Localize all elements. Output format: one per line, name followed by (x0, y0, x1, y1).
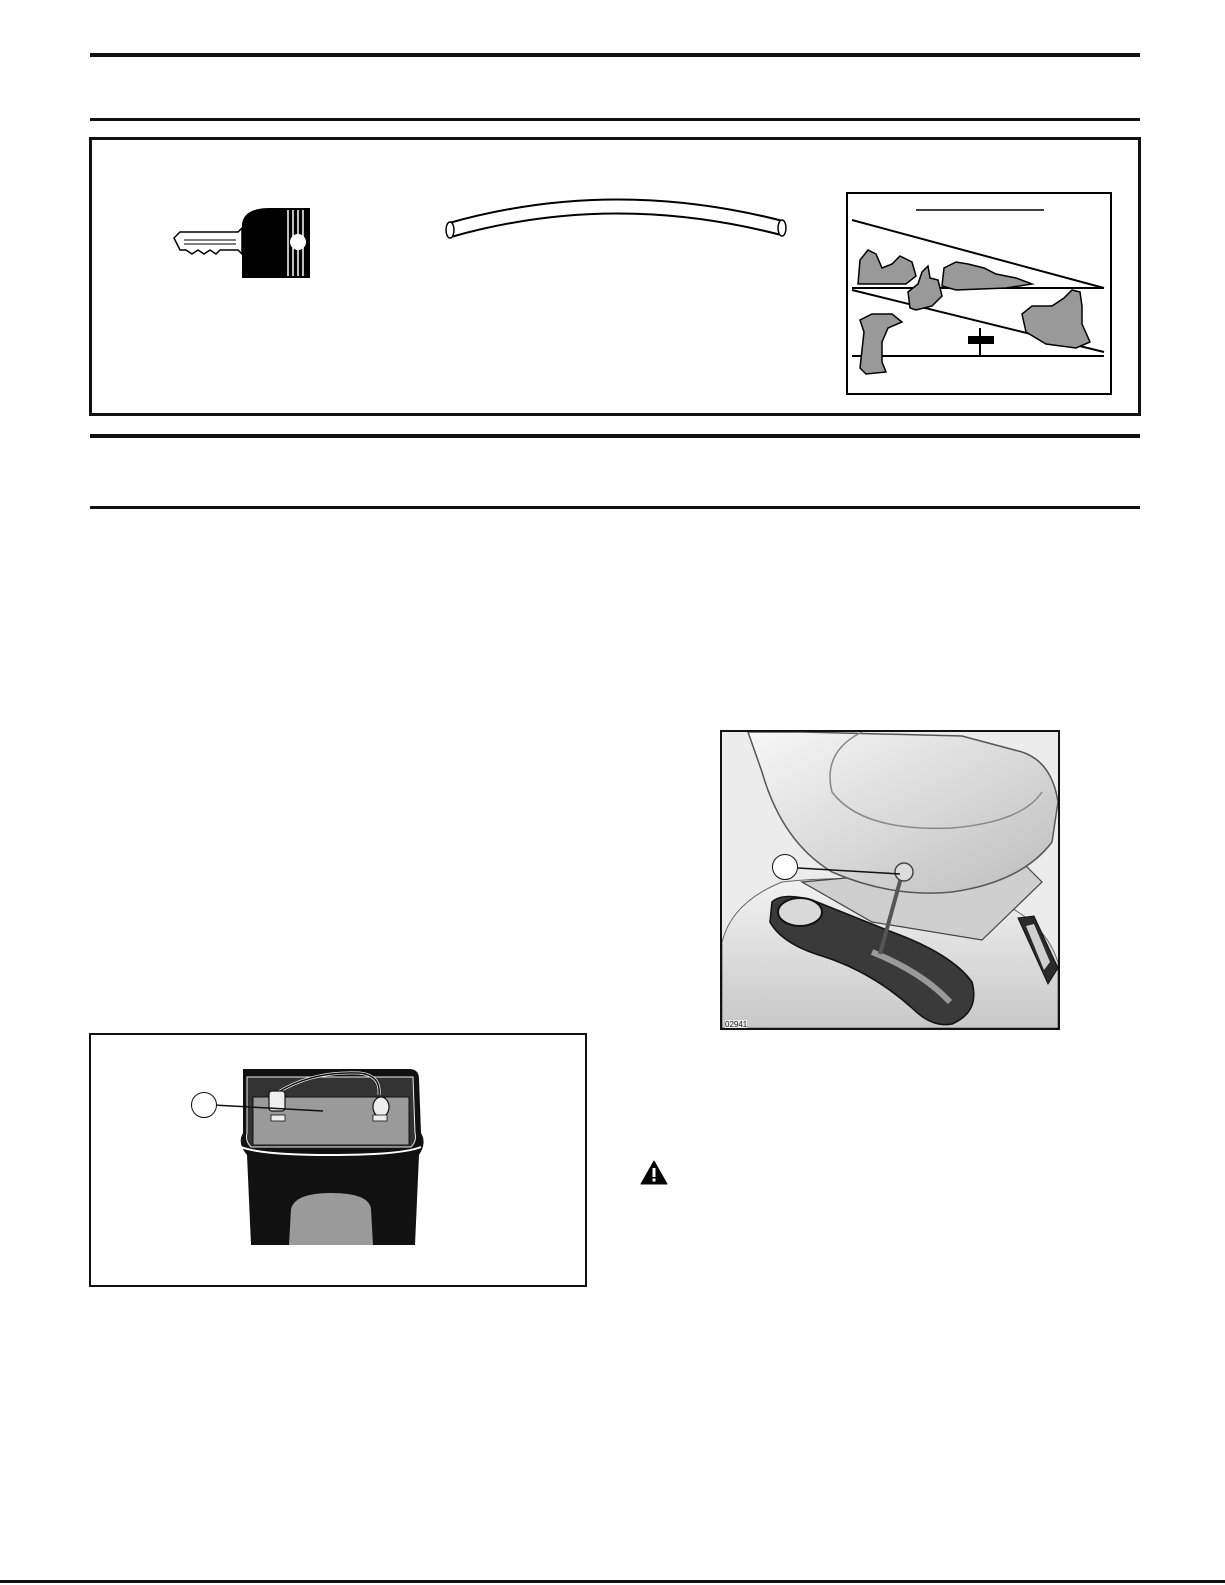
top-rule-2 (90, 118, 1140, 121)
section-rule-1 (90, 434, 1140, 438)
bottom-rule (0, 1580, 1225, 1583)
slope-guide-icon (846, 192, 1112, 395)
warning-triangle-icon (640, 1160, 668, 1185)
section-rule-2 (90, 506, 1140, 509)
battery-figure (89, 1033, 587, 1287)
fuel-tube-icon (442, 190, 792, 242)
top-rule-1 (90, 53, 1140, 57)
battery-callout (191, 1092, 217, 1118)
seat-lever-callout (772, 854, 798, 880)
ignition-key-icon (170, 204, 315, 282)
seat-adjustment-figure (720, 730, 1060, 1030)
loose-parts-box (89, 137, 1141, 416)
figure-number: 02941 (725, 1020, 748, 1029)
